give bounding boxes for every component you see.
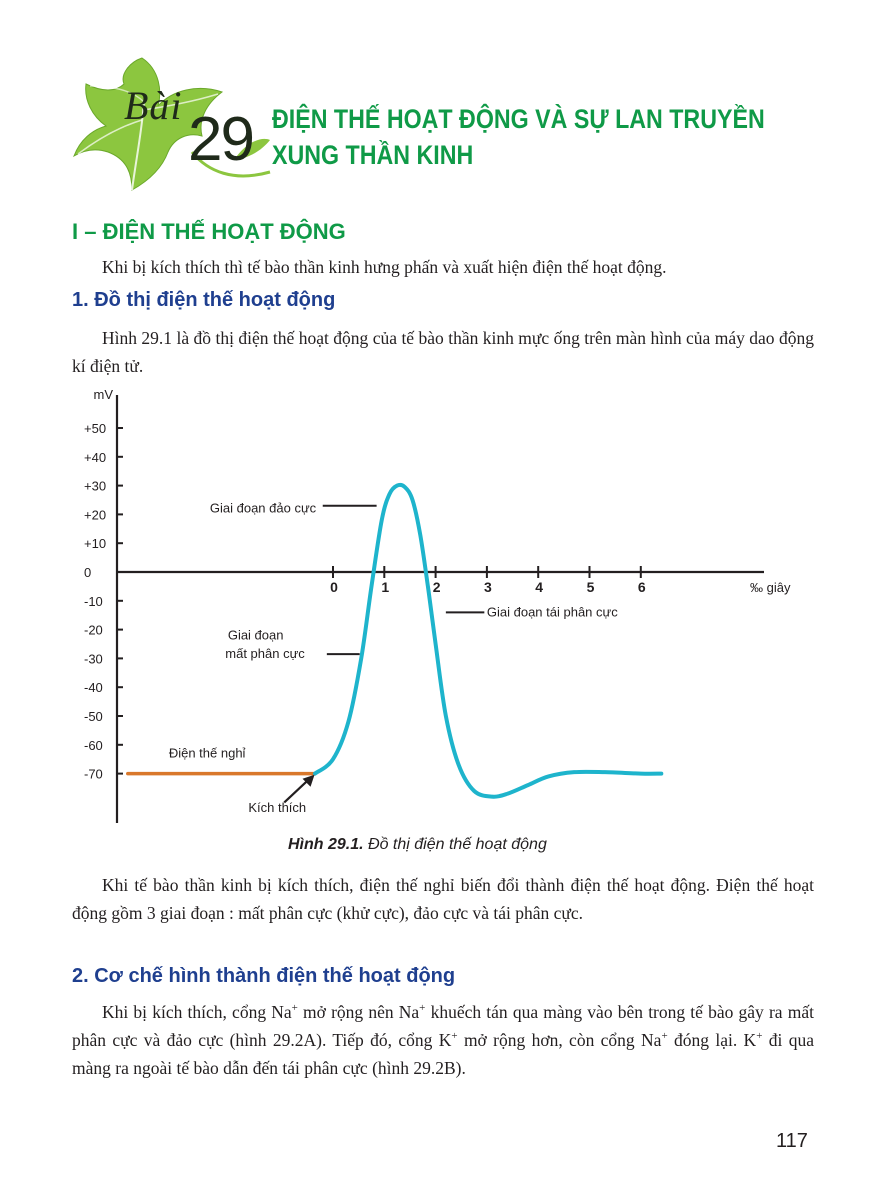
text-segment: mở rộng nên Na: [297, 1002, 420, 1022]
text-segment: mở rộng hơn, còn cổng Na: [457, 1030, 662, 1050]
subsection-1-text: Hình 29.1 là đồ thị điện thế hoạt động của tế bào thần kinh mực ống trên màn hình của máy dao động kí điện tử.: [72, 328, 814, 376]
y-axis: [84, 387, 123, 823]
annotation-stimulus: Kích thích: [248, 800, 307, 816]
charge-plus: +: [291, 1002, 298, 1015]
x-tick-label: 4: [535, 579, 544, 595]
action-potential-curve: [315, 485, 661, 797]
section-heading: I – ĐIỆN THẾ HOẠT ĐỘNG: [72, 219, 346, 244]
text-segment: khuếch tán qua màng vào bên trong tế bào gây ra mất phân cực và đảo cực (hình 29.2A). Tiếp đó, cổng K: [72, 1002, 814, 1050]
chapter-title-line-1: ĐIỆN THẾ HOẠT ĐỘNG VÀ SỰ LAN TRUYỀN: [272, 104, 765, 134]
y-tick-label: +20: [84, 507, 107, 523]
text-segment: đi qua màng ra ngoài tế bào dẫn đến tái phân cực (hình 29.2B).: [72, 1030, 814, 1078]
lesson-number: 29: [188, 105, 253, 174]
y-tick-label: -50: [84, 709, 103, 724]
annotation-reversal: Giai đoạn đảo cực: [209, 500, 317, 516]
annotation-repolarization: Giai đoạn tái phân cực: [486, 604, 618, 620]
y-tick-label: -40: [84, 680, 103, 696]
lesson-label: Bài: [124, 83, 183, 128]
action-potential-chart: [72, 383, 802, 835]
figure-caption-text: Đồ thị điện thế hoạt động: [368, 836, 547, 853]
y-tick-label: +30: [84, 478, 107, 494]
annotation-depolarization-line-2: mất phân cực: [225, 646, 305, 662]
x-tick-label: 6: [637, 579, 646, 595]
x-axis: [117, 566, 791, 595]
subsection-1-heading: 1. Đồ thị điện thế hoạt động: [72, 289, 336, 311]
subsection-2-paragraph: [72, 998, 814, 1082]
subsection-2-heading: 2. Cơ chế hình thành điện thế hoạt động: [72, 965, 456, 987]
y-tick-label: +50: [84, 421, 107, 436]
x-tick-label: 5: [586, 579, 595, 595]
page-number: 117: [776, 1130, 808, 1152]
y-tick-label: -60: [84, 737, 103, 753]
charge-plus: +: [419, 1002, 426, 1015]
text-segment: đóng lại. K: [667, 1030, 757, 1050]
after-figure-text: Khi tế bào thần kinh bị kích thích, điện thế nghỉ biến đổi thành điện thế hoạt động. Điện thế hoạt động gồm 3 giai đoạn : mất phân cực (khử cực), đảo cực và tái phân cực.: [72, 875, 814, 923]
charge-plus: +: [661, 1030, 668, 1043]
section-intro-text: Khi bị kích thích thì tế bào thần kinh hưng phấn và xuất hiện điện thế hoạt động.: [102, 257, 667, 277]
chapter-title: [272, 101, 765, 173]
y-tick-label: 0: [84, 565, 92, 580]
annotation-depolarization-line-1: Giai đoạn: [227, 627, 284, 643]
x-tick-label: 2: [432, 579, 441, 595]
text-segment: Khi bị kích thích, cổng Na: [102, 1002, 292, 1022]
y-tick-label: +40: [84, 449, 107, 465]
x-axis-label: ‰ giây: [750, 580, 791, 595]
x-tick-label: 3: [484, 579, 492, 595]
x-tick-label: 0: [330, 579, 338, 595]
figure-caption: [288, 836, 547, 854]
x-tick-label: 1: [381, 579, 390, 595]
charge-plus: +: [756, 1030, 763, 1043]
y-tick-label: -20: [84, 622, 103, 638]
subsection-2-text: [72, 998, 814, 1082]
figure-caption-label: Hình 29.1.: [288, 836, 364, 853]
chapter-title-line-2: XUNG THẦN KINH: [272, 140, 474, 170]
y-tick-label: -30: [84, 651, 103, 667]
annotation-resting: Điện thế nghỉ: [168, 745, 246, 761]
y-tick-label: -70: [84, 766, 103, 782]
y-tick-label: +10: [84, 536, 107, 552]
y-axis-label: mV: [93, 387, 113, 402]
annotations: [169, 501, 618, 816]
charge-plus: +: [451, 1030, 458, 1043]
section-intro-paragraph: [72, 253, 814, 281]
y-tick-label: -10: [84, 593, 103, 609]
stimulus-arrow: [284, 781, 307, 803]
subsection-1-paragraph: [72, 324, 814, 380]
after-figure-paragraph: [72, 871, 814, 927]
